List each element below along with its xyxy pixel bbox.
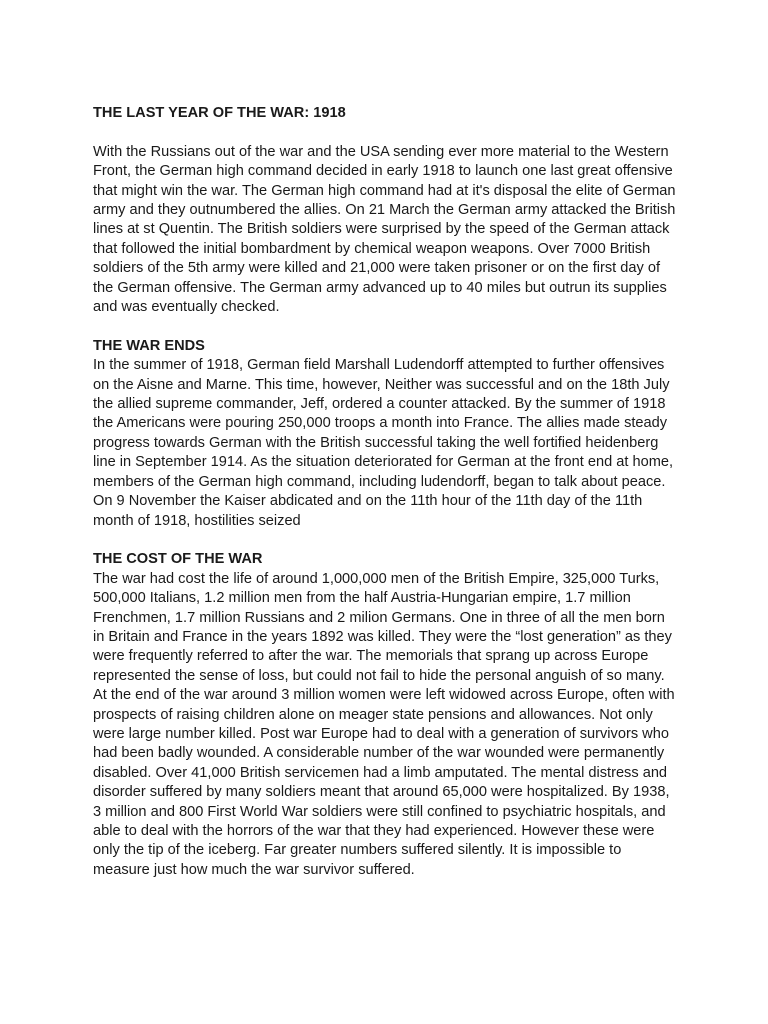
document-page xyxy=(93,104,677,880)
spacer xyxy=(93,123,677,142)
section-heading: THE WAR ENDS xyxy=(93,337,205,354)
section-war-ends xyxy=(93,337,677,531)
section-paragraph: The war had cost the life of around 1,000,000 men of the British Empire, 325,000 Turks, 500,000 Italians, 1.2 million men from the half Austria-Hungarian empire, 1.7 million Frenchmen, 1.7 million Russians and 2 milion Germans. One in three of all the men born in Britain and France in the years 1892 was killed. They were the “lost generation” as they were frequently referred to after the war. The memorials that sprang up across Europe represented the sense of loss, but could not fail to hide the personal anguish of so many. At the end of the war around 3 million women were left widowed across Europe, often with prospects of raising children alone on meager state pensions and allowances. Not only were large number killed. Post war Europe had to deal with a generation of survivors who had been badly wounded. A considerable number of the war wounded were permanently disabled. Over 41,000 British servicemen had a limb amputated. The mental distress and disorder suffered by many soldiers meant that around 65,000 were hospitalized. By 1938, 3 million and 800 First World War soldiers were still confined to psychiatric hospitals, and able to deal with the horrors of the war that they had experienced. However these were only the tip of the iceberg. Far greater numbers suffered silently. It is impossible to measure just how much the war survivor suffered. xyxy=(93,570,675,878)
section-last-year xyxy=(93,104,677,317)
section-heading: THE LAST YEAR OF THE WAR: 1918 xyxy=(93,105,346,121)
section-paragraph: With the Russians out of the war and the USA sending ever more material to the Western Front, the German high command decided in early 1918 to launch one last great offensive that might win the war. The German high command had at it's disposal the elite of German army and they outnumbered the allies. On 21 March the German army attacked the British lines at st Quentin. The British soldiers were surprised by the speed of the German attack that followed the initial bombardment by chemical weapon weapons. Over 7000 British soldiers of the 5th army were killed and 21,000 were taken prisoner or on the first day of the German offensive. The German army advanced up to 40 miles but outrun its supplies and was eventually checked. xyxy=(93,143,676,316)
section-paragraph: In the summer of 1918, German field Marshall Ludendorff attempted to further offensives on the Aisne and Marne. This time, however, Neither was successful and on the 18th July the allied supreme commander, Jeff, ordered a counter attacked. By the summer of 1918 the Americans were pouring 250,000 troops a month into France. The allies made steady progress towards German with the British successful taking the well fortified heidenberg line in September 1914. As the situation deteriorated for German at the front end at home, members of the German high command, including ludendorff, began to talk about peace. On 9 November the Kaiser abdicated and on the 11th hour of the 11th day of the 11th month of 1918, hostilities seized xyxy=(93,357,674,529)
spacer xyxy=(93,317,677,336)
spacer xyxy=(93,531,677,550)
section-cost-of-war xyxy=(93,550,677,880)
section-heading: THE COST OF THE WAR xyxy=(93,551,263,568)
